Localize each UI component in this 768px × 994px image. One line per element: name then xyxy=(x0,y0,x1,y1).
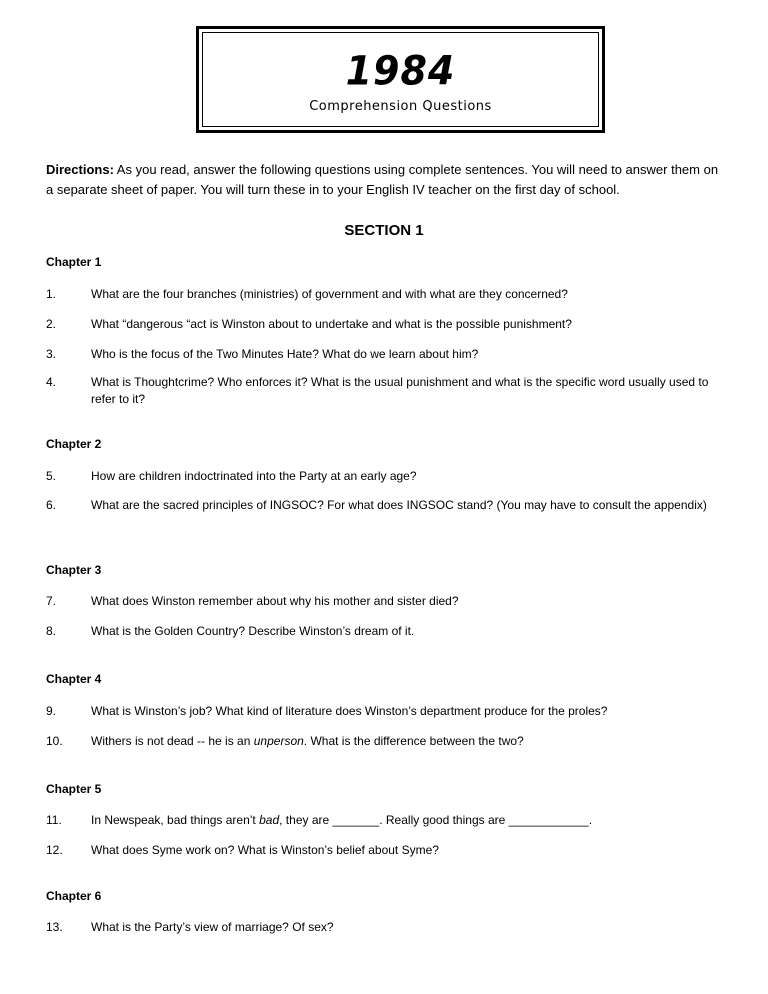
question-text: What are the sacred principles of INGSOC? For what does INGSOC stand? (You may have to consult the appendix) xyxy=(91,498,707,512)
document-title: 1984 xyxy=(345,47,456,95)
question-text: What are the four branches (ministries) of government and with what are they concerned? xyxy=(91,287,568,301)
question-text: What is Thoughtcrime? Who enforces it? What is the usual punishment and what is the specific word usually used to refer to it? xyxy=(91,375,709,406)
title-box xyxy=(196,26,605,133)
section-title: SECTION 1 xyxy=(344,222,424,239)
question-number: 9. xyxy=(46,704,57,718)
question-number: 10. xyxy=(46,734,63,748)
question-number: 11. xyxy=(46,813,62,827)
question-text: What is Winston’s job? What kind of literature does Winston’s department produce for the proles? xyxy=(91,704,608,718)
question-text-emphasis: unperson xyxy=(253,734,304,748)
question-number: 4. xyxy=(46,375,57,389)
question-number: 3. xyxy=(46,347,57,361)
chapter-heading: Chapter 6 xyxy=(46,889,102,903)
question-number: 2. xyxy=(46,317,57,331)
question-number: 5. xyxy=(46,469,57,483)
question-number: 13. xyxy=(46,920,63,934)
question-text: What does Winston remember about why his mother and sister died? xyxy=(91,594,459,608)
chapter-heading: Chapter 5 xyxy=(46,782,102,796)
question-text: What does Syme work on? What is Winston’s belief about Syme? xyxy=(91,843,439,857)
question-text xyxy=(91,733,731,750)
question-text: What is the Party’s view of marriage? Of sex? xyxy=(91,920,334,934)
chapter-heading: Chapter 1 xyxy=(46,255,102,269)
directions-paragraph xyxy=(46,160,726,200)
question-number: 1. xyxy=(46,287,57,301)
question-text-part: . What is the difference between the two? xyxy=(303,734,524,748)
question-number: 12. xyxy=(46,843,63,857)
question-text-part: In Newspeak, bad things aren’t xyxy=(91,813,260,827)
question-text: How are children indoctrinated into the Party at an early age? xyxy=(91,469,417,483)
chapter-heading: Chapter 3 xyxy=(46,563,102,577)
question-number: 6. xyxy=(46,498,57,512)
directions-text: As you read, answer the following questions using complete sentences. You will need to answer them on a separate sheet of paper. You will turn these in to your English IV teacher on the first day of school. xyxy=(46,162,719,197)
question-text xyxy=(91,812,731,829)
document-subtitle: Comprehension Questions xyxy=(309,99,492,114)
question-text: What “dangerous “act is Winston about to undertake and what is the possible punishment? xyxy=(91,317,572,331)
question-number: 7. xyxy=(46,594,57,608)
question-text: Who is the focus of the Two Minutes Hate? What do we learn about him? xyxy=(91,347,479,361)
question-text-part: Withers is not dead -- he is an xyxy=(91,734,254,748)
question-text: What is the Golden Country? Describe Winston’s dream of it. xyxy=(91,624,415,638)
chapter-heading: Chapter 2 xyxy=(46,437,102,451)
question-number: 8. xyxy=(46,624,57,638)
question-text-part: , they are _______. Really good things are ____________. xyxy=(279,813,593,827)
chapter-heading: Chapter 4 xyxy=(46,672,102,686)
question-text-emphasis: bad xyxy=(259,813,280,827)
directions-label: Directions: xyxy=(46,162,114,177)
